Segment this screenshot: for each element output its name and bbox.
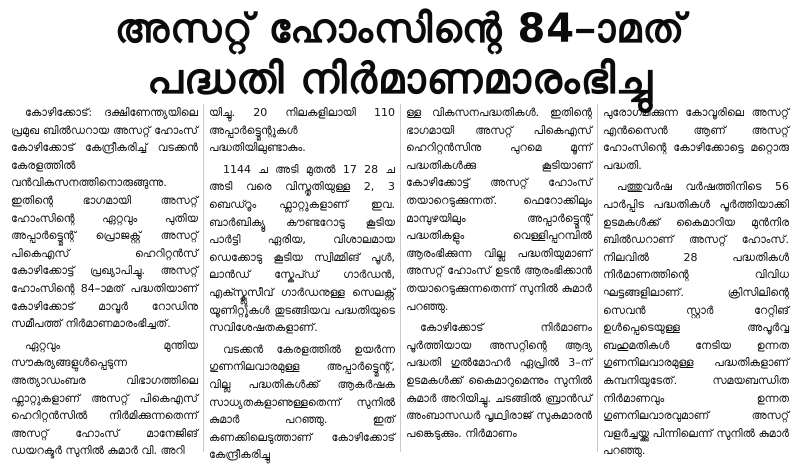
article-paragraph: ള്ള വികസനപദ്ധതികൾ. ഇതിന്റെ ഭാഗമായി അസറ്റ് പികെഎസ് ഹെറിറ്റൻസിനു പുറമെ മൂന്ന് പദ്ധതികൾക്കു കൂടിയാണ് കോഴിക്കോട്ട് അസറ്റ് ഹോംസ് തയാറെടുക്കുന്നത്. ഫെറോക്കിലും മാമ്പുഴയിലും അപ്പാർട്ട്മെന്റ് പദ്ധതികളും വെള്ളിപ്പറമ്പിൽ ആരംഭിക്കുന്ന വില്ല പദ്ധതിയുമാണ് അസറ്റ് ഹോംസ് ഉടൻ ആരംഭിക്കാൻ തയാറെടുക്കുന്നതെന്ന് സുനിൽ കുമാർ പറഞ്ഞു. [406,106,592,313]
headline-line-1: അസറ്റ് ഹോംസിന്റെ 84–ാമത് [114,6,686,52]
article-paragraph: കോഴിക്കോട് നിർമാണം പൂർത്തിയായ അസറ്റിന്റെ ആദ്യ പദ്ധതി ഗുൽമോഹർ ഏപ്രിൽ 3–ന് ഉടമകൾക്ക് കൈമാറുമെന്നും സുനിൽ കുമാർ അറിയിച്ചു. ചടങ്ങിൽ ബ്രാൻഡ് അംബാസഡർ പൃഥ്വിരാജ് സുകുമാരൻ പങ്കെടുക്കും. നിർമാണം [406,321,592,440]
article-paragraph: പുരോഗമിക്കുന്ന കോവൂരിലെ അസറ്റ് എൻസൈൻ ആണ് അസറ്റ് ഹോംസിന്റെ കോഴിക്കോട്ടെ മറ്റൊരു പദ്ധതി. [603,106,789,172]
article-column-4 [597,104,794,458]
article-paragraph: വടക്കൻ കേരളത്തിൽ ഉയർന്ന ഗുണനിലവാരമുള്ള അപ്പാർട്ട്മെന്റ്, വില്ല പദ്ധതികൾക്ക് ആകർഷക സാധ്യതകളാണുള്ളതെന്ന് സുനിൽ കുമാർ പറഞ്ഞു. ഇത് കണക്കിലെടുത്താണ് കോഴിക്കോട് കേന്ദ്രീകരിച്ചു [209,342,395,462]
article-paragraph: കോഴിക്കോട്: ദക്ഷിണേന്ത്യയിലെ പ്രമുഖ ബിൽഡറായ അസറ്റ് ഹോംസ് കോഴിക്കോട് കേന്ദ്രീകരിച്ച് വടക്കൻ കേരളത്തിൽ വൻവികസനത്തിനൊരുങ്ങുന്നു. ഇതിന്റെ ഭാഗമായി അസറ്റ് ഹോംസിന്റെ ഏറ്റവും പുതിയ അപ്പാർട്ട്മെന്റ് പ്രൊജക്റ്റ് അസറ്റ് പികെഎസ് ഹെറിറ്റൻസ് കോഴിക്കോട്ട് പ്രഖ്യാപിച്ചു. അസറ്റ് ഹോംസിന്റെ 84–ാമത് പദ്ധതിയാണ് കോഴിക്കോട് മാവൂർ റോഡിനു സമീപത്ത് നിർമാണമാരംഭിച്ചത്. [11,106,198,331]
article-body [6,104,794,462]
headline-line-2: പദ്ധതി നിർമാണമാരംഭിച്ചു [147,54,653,103]
article-paragraph: ഏറ്റവും മുന്തിയ സൗകര്യങ്ങളുൾപ്പെടുന്ന അത്യാഡംബര വിഭാഗത്തിലെ ഫ്ലാറ്റുകളാണ് അസറ്റ് പികെഎസ് ഹെറിറ്റൻസിൽ നിർമിക്കുന്നതെന്ന് അസറ്റ് ഹോംസ് മാനേജിങ് ഡയറക്ടർ സുനിൽ കുമാർ വി. അറി [11,338,198,458]
article-paragraph: യിച്ചു. 20 നിലകളിലായി 110 അപ്പാർട്ട്മെന്റുകൾ പദ്ധതിയിലുണ്ടാകും. [209,106,395,155]
article-paragraph: 1144 ച അടി മുതൽ 17 28 ച അടി വരെ വിസ്തൃതിയുള്ള 2, 3 ബെഡ്റൂം ഫ്ലാറ്റുകളാണ് ഇവ. ബാർബിക്യൂ കൗണ്ടറോടു കൂടിയ പാർട്ടി ഏരിയ, വിശാലമായ ഡെക്കോടു കൂടിയ സ്വിമ്മിങ് പൂൾ, ലാൻഡ് സ്കേപ്ഡ് ഗാർഡൻ, എക്സ്ക്ലൂസീവ് ഗാർഡനുള്ള സെലക്റ്റ് യൂണിറ്റുകൾ തുടങ്ങിയവ പദ്ധതിയുടെ സവിശേഷതകളാണ്. [209,162,395,335]
article-column-1 [6,104,203,458]
article-paragraph: പത്തുവർഷ വർഷത്തിനിടെ 56 പാർപ്പിട പദ്ധതികൾ പൂർത്തിയാക്കി ഉടമകൾക്ക് കൈമാറിയ മുൻനിര ബിൽഡറാണ് അസറ്റ് ഹോംസ്. നിലവിൽ 28 പദ്ധതികൾ നിർമാണത്തിന്റെ വിവിധ ഘട്ടങ്ങളിലാണ്. ക്രിസിലിന്റെ സെവൻ സ്റ്റാർ റേറ്റിങ് ഉൾപ്പെടെയുള്ള അപൂർവ്വ ബഹുമതികൾ നേടിയ ഉന്നത ഗുണനിലവാരമുള്ള പദ്ധതികളാണ് കമ്പനിയുടേത്. സമയബന്ധിത നിർമാണവും ഉന്നത ഗുണനിലവാരവുമാണ് അസറ്റ് വളർച്ചയ്ക്കു പിന്നിലെന്ന് സുനിൽ കുമാർ പറഞ്ഞു. [603,180,789,458]
article-column-2 [203,104,400,462]
article-column-3 [400,104,597,452]
